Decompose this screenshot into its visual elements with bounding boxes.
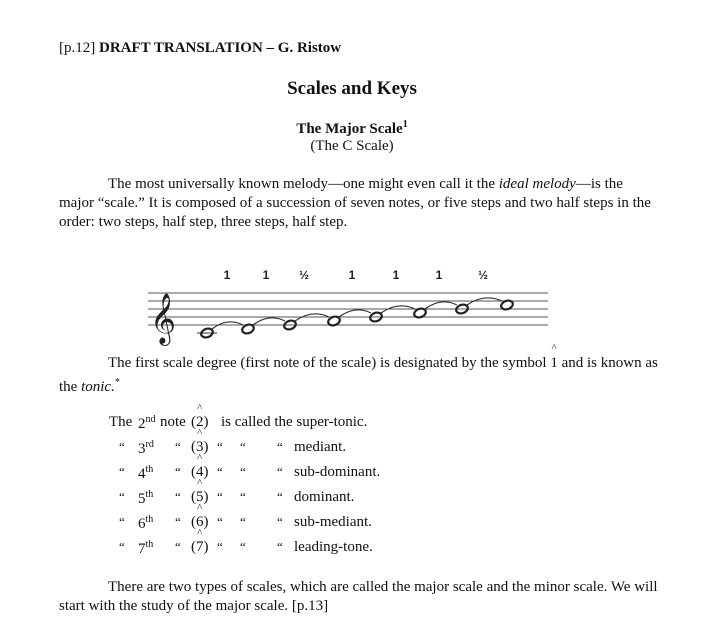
ditto-mark: “	[240, 514, 246, 529]
paragraph-closing	[59, 578, 659, 616]
section-subtitle: (The C Scale)	[310, 138, 394, 154]
degree-ordinal: 3rd	[138, 439, 154, 457]
degree-ordinal: 6th	[138, 514, 154, 532]
degree-name: is called the super-tonic.	[221, 414, 368, 430]
asterisk-mark: *	[114, 377, 120, 388]
ditto-mark: “	[217, 439, 223, 454]
para2-text-b: and is known as the	[59, 355, 658, 395]
ditto-mark: “	[240, 464, 246, 479]
degree-ordinal: 5th	[138, 489, 154, 507]
ditto-mark: “	[277, 514, 283, 529]
step-label: 1	[262, 268, 270, 282]
running-header	[59, 40, 341, 57]
degree-name: dominant.	[294, 489, 355, 505]
step-label: ½	[477, 268, 489, 282]
degree-name: sub-mediant.	[294, 514, 372, 530]
degree-symbol: (^ 4)	[191, 464, 209, 481]
step-label: 1	[435, 268, 443, 282]
treble-clef-icon: 𝄞	[150, 293, 177, 344]
ditto-mark: “	[277, 464, 283, 479]
ditto-mark: “	[240, 539, 246, 554]
step-label: 1	[348, 268, 356, 282]
ditto-mark: “	[217, 489, 223, 504]
ditto-mark: “	[119, 539, 125, 554]
paragraph-intro	[59, 175, 659, 232]
ditto-mark: “	[175, 464, 181, 479]
page-title: Scales and Keys	[287, 78, 417, 99]
degree-symbol: (^ 2)	[191, 414, 209, 431]
degree-symbol: (^ 3)	[191, 439, 209, 456]
header-label: DRAFT TRANSLATION – G. Ristow	[99, 40, 342, 56]
para2-text-a: The first scale degree (first note of the scale) is designated by the symbol	[108, 355, 551, 371]
ditto-mark: “	[175, 439, 181, 454]
para1-text-b: —is the major “scale.” It is composed of a succession of seven notes, or five steps and two half steps in the order: two steps, half step, three steps, half step.	[59, 176, 651, 230]
degree-symbol: (^ 6)	[191, 514, 209, 531]
para1-emphasis: ideal melody	[498, 176, 576, 192]
intro-the: The	[109, 414, 133, 430]
step-label: ½	[298, 268, 310, 282]
ditto-mark: “	[277, 439, 283, 454]
c-major-scale-figure	[140, 262, 550, 346]
ditto-mark: “	[175, 514, 181, 529]
para3-text: There are two types of scales, which are called the major scale and the minor scale. We will start with the study of the major scale. [p.13]	[59, 579, 658, 614]
tonic-symbol: ^ 1	[550, 354, 558, 373]
degree-name: sub-dominant.	[294, 464, 381, 480]
degree-name: leading-tone.	[294, 539, 373, 555]
degree-ordinal: 2nd	[138, 414, 156, 432]
ditto-mark: “	[240, 439, 246, 454]
ditto-mark: “	[119, 514, 125, 529]
section-title-text: The Major Scale	[296, 121, 403, 137]
degree-symbol: (^ 5)	[191, 489, 209, 506]
paragraph-tonic	[59, 354, 659, 397]
para1-text-a: The most universally known melody—one might even call it the	[108, 176, 499, 192]
ditto-mark: “	[277, 539, 283, 554]
step-label: 1	[223, 268, 231, 282]
ditto-mark: “	[277, 489, 283, 504]
ditto-mark: “	[217, 464, 223, 479]
degree-ordinal: 7th	[138, 539, 154, 557]
intro-note: note	[160, 414, 186, 430]
section-title	[0, 119, 704, 138]
ditto-mark: “	[175, 539, 181, 554]
ditto-mark: “	[217, 514, 223, 529]
ditto-mark: “	[119, 439, 125, 454]
ditto-mark: “	[119, 489, 125, 504]
ditto-mark: “	[240, 489, 246, 504]
footnote-mark: 1	[402, 119, 408, 130]
ditto-mark: “	[217, 539, 223, 554]
ditto-mark: “	[175, 489, 181, 504]
step-label: 1	[392, 268, 400, 282]
ditto-mark: “	[119, 464, 125, 479]
degree-symbol: (^ 7)	[191, 539, 209, 556]
tonic-term: tonic.	[81, 379, 115, 395]
degree-name: mediant.	[294, 439, 347, 455]
page-marker: [p.12]	[59, 40, 96, 56]
degree-ordinal: 4th	[138, 464, 154, 482]
